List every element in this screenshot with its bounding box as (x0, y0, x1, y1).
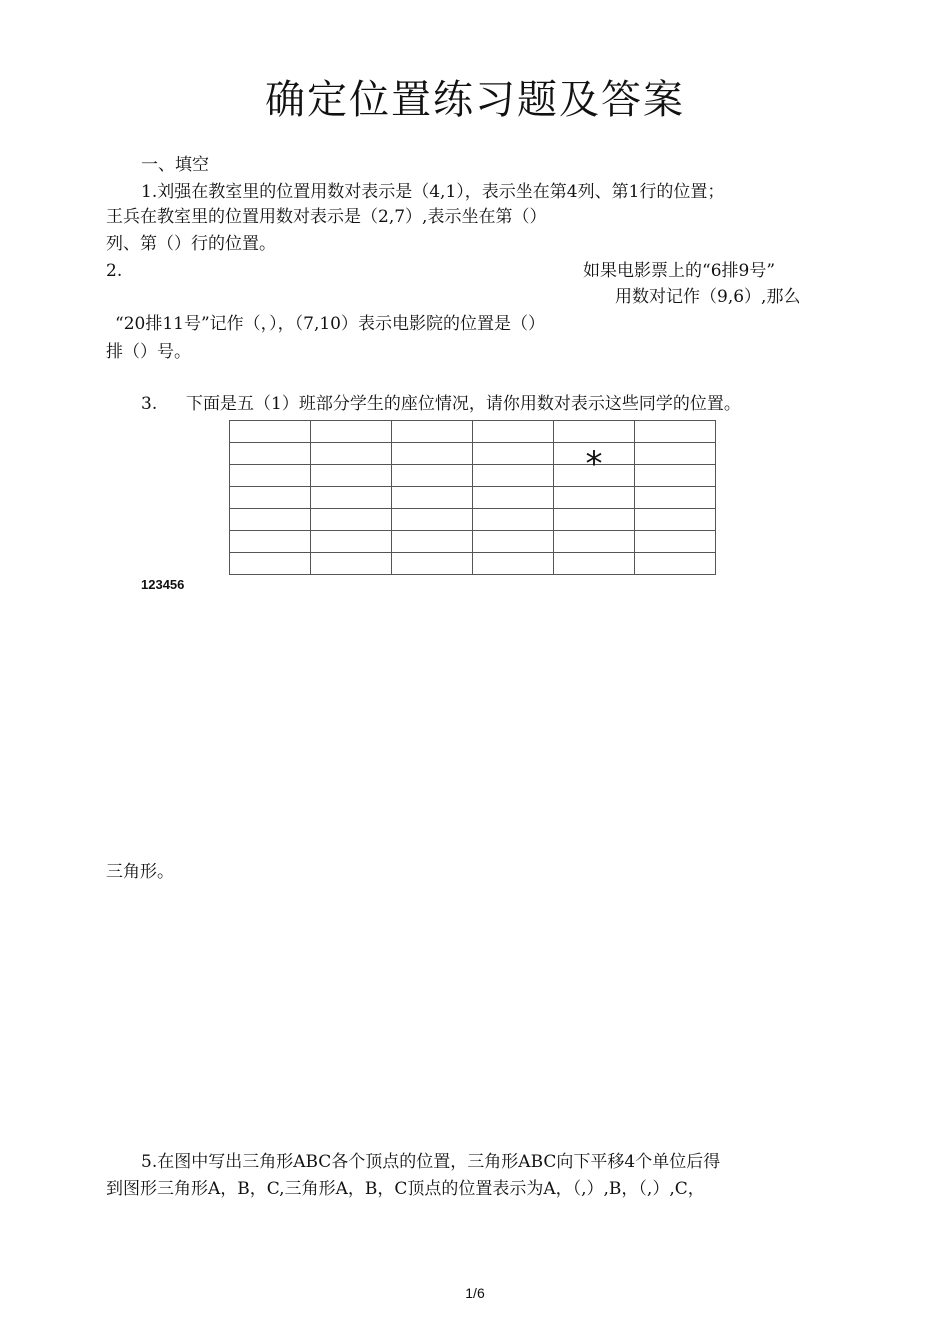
grid-cell (230, 465, 311, 487)
grid-cell (311, 531, 392, 553)
grid-cell (311, 487, 392, 509)
question-1-line-1: 1.刘强在教室里的位置用数对表示是（4,1），表示坐在第4列、第1行的位置； (141, 182, 725, 202)
question-5-line-1: 5.在图中写出三角形ABC各个顶点的位置，三角形ABC向下平移4个单位后得 (141, 1152, 721, 1172)
column-numbers: 123456 (141, 577, 185, 592)
grid-cell (230, 531, 311, 553)
grid-cell (635, 443, 716, 465)
grid-cell (311, 509, 392, 531)
seating-grid (229, 420, 716, 575)
grid-cell (554, 531, 635, 553)
question-2-number: 2. (106, 261, 123, 281)
grid-cell (230, 421, 311, 443)
question-3-text: 下面是五（1）班部分学生的座位情况，请你用数对表示这些同学的位置。 (186, 394, 741, 414)
question-3-number: 3. (141, 394, 158, 414)
page-number: 1/6 (465, 1285, 485, 1301)
question-2-line-4: 排（）号。 (106, 342, 191, 362)
grid-cell (635, 487, 716, 509)
grid-cell (311, 465, 392, 487)
grid-cell (392, 487, 473, 509)
grid-cell (311, 553, 392, 575)
grid-row (230, 553, 716, 575)
grid-cell (392, 553, 473, 575)
grid-cell (392, 465, 473, 487)
grid-cell (554, 553, 635, 575)
grid-cell (230, 487, 311, 509)
grid-cell (554, 421, 635, 443)
grid-cell (554, 465, 635, 487)
grid-cell (230, 443, 311, 465)
grid-cell (554, 443, 635, 484)
grid-cell (392, 531, 473, 553)
grid-cell (473, 421, 554, 443)
section-heading: 一、填空 (141, 155, 209, 175)
grid-cell (473, 531, 554, 553)
grid-cell (635, 421, 716, 443)
grid-row (230, 487, 716, 509)
grid-row (230, 443, 716, 465)
grid-cell (554, 509, 635, 531)
grid-row (230, 465, 716, 487)
grid-row (230, 421, 716, 443)
grid-cell (635, 465, 716, 487)
grid-cell (392, 421, 473, 443)
grid-cell (311, 421, 392, 443)
grid-cell (230, 509, 311, 531)
question-2-line-3: “20排11号”记作（，），（7,10）表示电影院的位置是（） (115, 314, 545, 334)
grid-cell (311, 443, 392, 465)
grid-cell (473, 443, 554, 465)
grid-cell (473, 465, 554, 487)
question-1-line-3: 列、第（）行的位置。 (106, 234, 276, 254)
grid-cell (473, 487, 554, 509)
grid-cell (473, 509, 554, 531)
question-1-line-2: 王兵在教室里的位置用数对表示是（2,7）,表示坐在第（） (106, 207, 547, 227)
grid-cell (635, 509, 716, 531)
grid-cell (635, 531, 716, 553)
question-4-tail: 三角形。 (106, 862, 174, 882)
grid-cell (392, 509, 473, 531)
grid-row (230, 531, 716, 553)
grid-cell (473, 553, 554, 575)
question-5-line-2: 到图形三角形A，B，C,三角形A，B，C顶点的位置表示为A，（,）,B，（,）,C， (106, 1179, 705, 1199)
grid-cell (230, 553, 311, 575)
document-title: 确定位置练习题及答案 (265, 77, 685, 123)
grid-cell (635, 553, 716, 575)
grid-row (230, 509, 716, 531)
student-marker-icon: * (585, 444, 603, 484)
question-2-line-2: 用数对记作（9,6）,那么 (615, 287, 801, 307)
grid-cell (392, 443, 473, 465)
grid-cell (554, 487, 635, 509)
question-2-line-1: 如果电影票上的“6排9号” (583, 261, 776, 281)
